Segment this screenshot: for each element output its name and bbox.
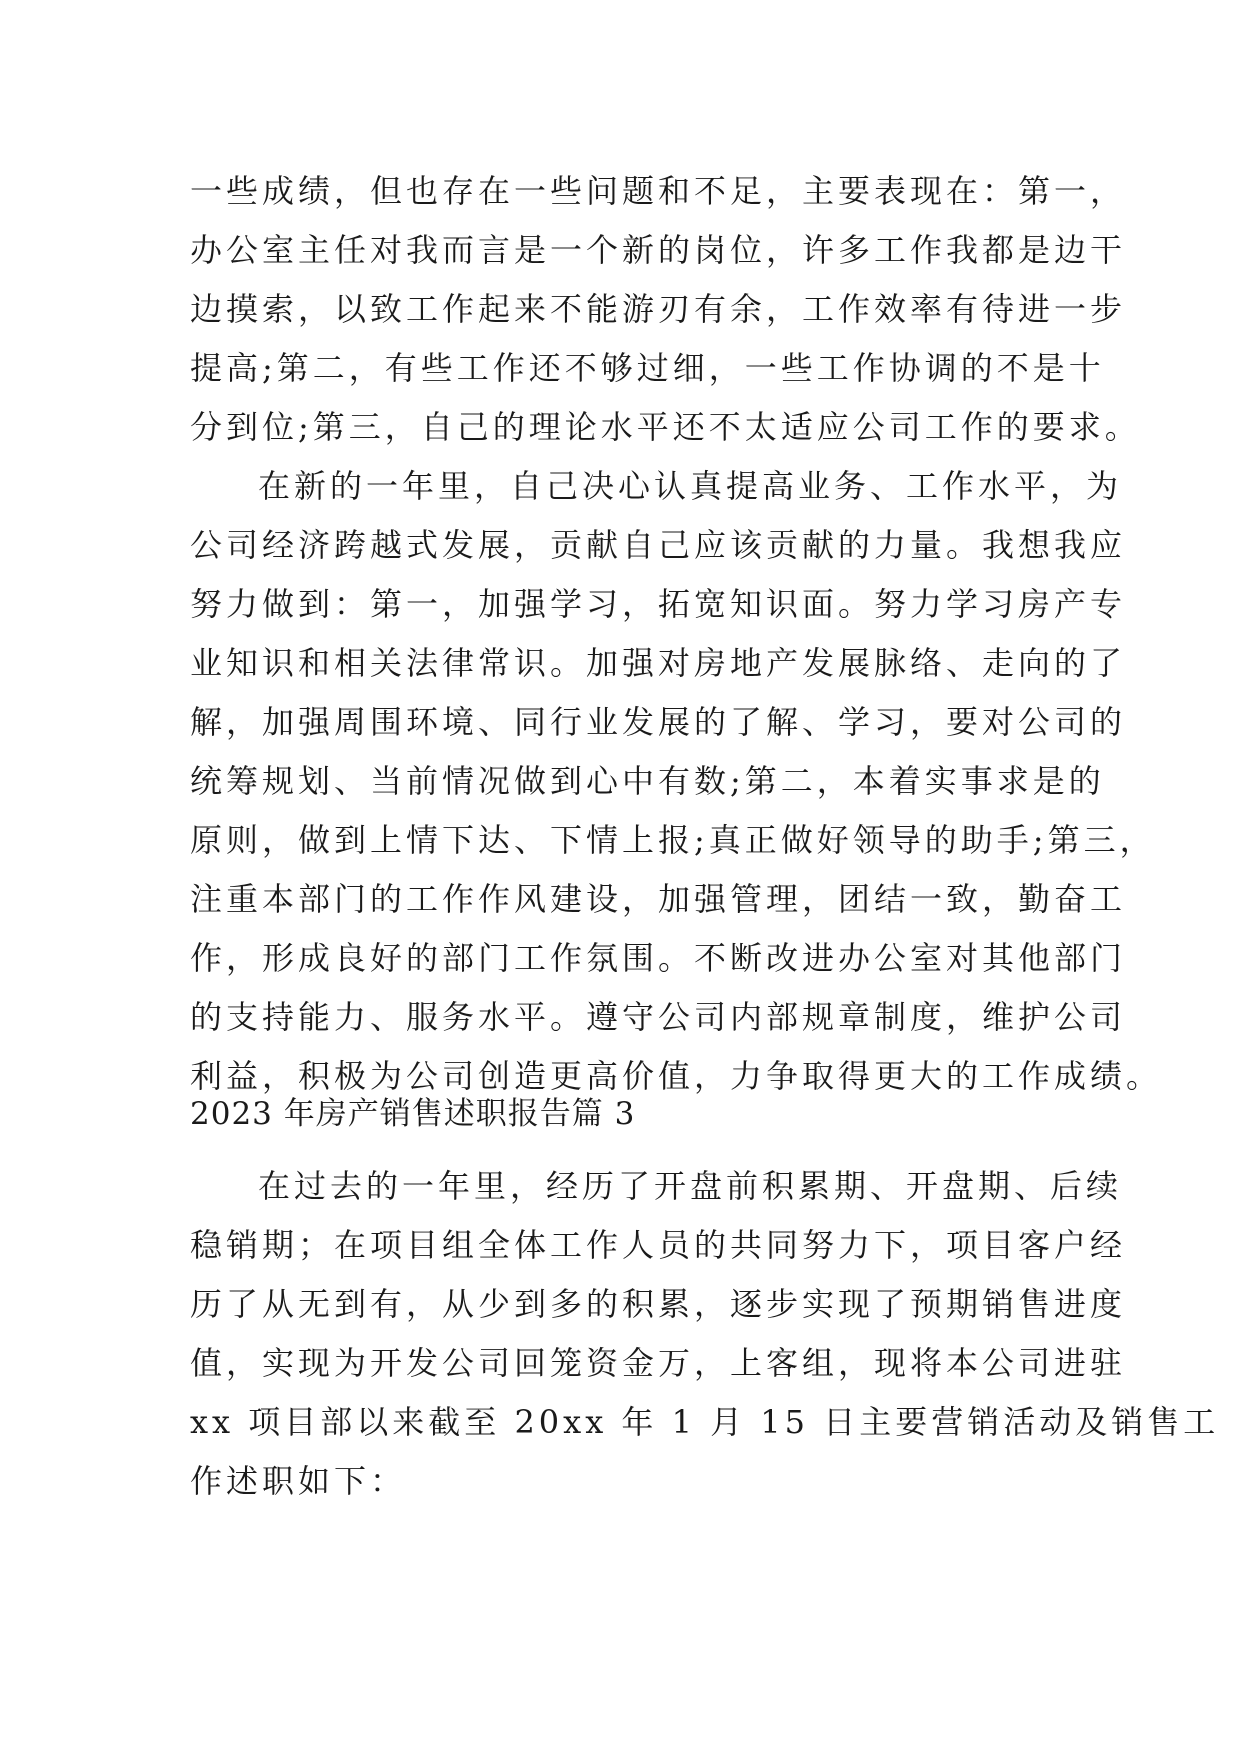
- text-line: 原则，做到上情下达、下情上报;真正做好领导的助手;第三，: [190, 821, 1156, 859]
- text-line: 稳销期；在项目组全体工作人员的共同努力下，项目客户经: [190, 1226, 1127, 1264]
- body-text-lower: [190, 1157, 1220, 1511]
- text-line: 公司经济跨越式发展，贡献自己应该贡献的力量。我想我应: [190, 526, 1127, 564]
- text-line: 利益，积极为公司创造更高价值，力争取得更大的工作成绩。: [190, 1057, 1163, 1095]
- text-line: 边摸索，以致工作起来不能游刃有余，工作效率有待进一步: [190, 290, 1127, 328]
- text-line: 历了从无到有，从少到多的积累，逐步实现了预期销售进度: [190, 1285, 1127, 1323]
- text-line: 努力做到：第一，加强学习，拓宽知识面。努力学习房产专: [190, 585, 1127, 623]
- text-line: 作述职如下：: [190, 1462, 407, 1500]
- text-line: 解，加强周围环境、同行业发展的了解、学习，要对公司的: [190, 703, 1127, 741]
- text-line: 注重本部门的工作作风建设，加强管理，团结一致，勤奋工: [190, 880, 1127, 918]
- text-line: 业知识和相关法律常识。加强对房地产发展脉络、走向的了: [190, 644, 1127, 682]
- text-line: 作，形成良好的部门工作氛围。不断改进办公室对其他部门: [190, 939, 1127, 977]
- text-line: 值，实现为开发公司回笼资金万，上客组，现将本公司进驻: [190, 1344, 1127, 1382]
- text-line: 的支持能力、服务水平。遵守公司内部规章制度，维护公司: [190, 998, 1127, 1036]
- body-text-upper: [190, 162, 1163, 1106]
- section-title: 2023 年房产销售述职报告篇 3: [190, 1096, 636, 1132]
- text-line: 在过去的一年里，经历了开盘前积累期、开盘期、后续: [258, 1167, 1123, 1205]
- text-line: 在新的一年里，自己决心认真提高业务、工作水平，为: [258, 467, 1123, 505]
- text-line: 统筹规划、当前情况做到心中有数;第二，本着实事求是的: [190, 762, 1105, 800]
- text-line: 办公室主任对我而言是一个新的岗位，许多工作我都是边干: [190, 231, 1127, 269]
- text-line: 分到位;第三，自己的理论水平还不太适应公司工作的要求。: [190, 408, 1141, 446]
- text-line: 一些成绩，但也存在一些问题和不足，主要表现在：第一，: [190, 172, 1127, 210]
- text-line: xx 项目部以来截至 20xx 年 1 月 15 日主要营销活动及销售工: [190, 1403, 1220, 1441]
- text-line: 提高;第二，有些工作还不够过细，一些工作协调的不是十: [190, 349, 1105, 387]
